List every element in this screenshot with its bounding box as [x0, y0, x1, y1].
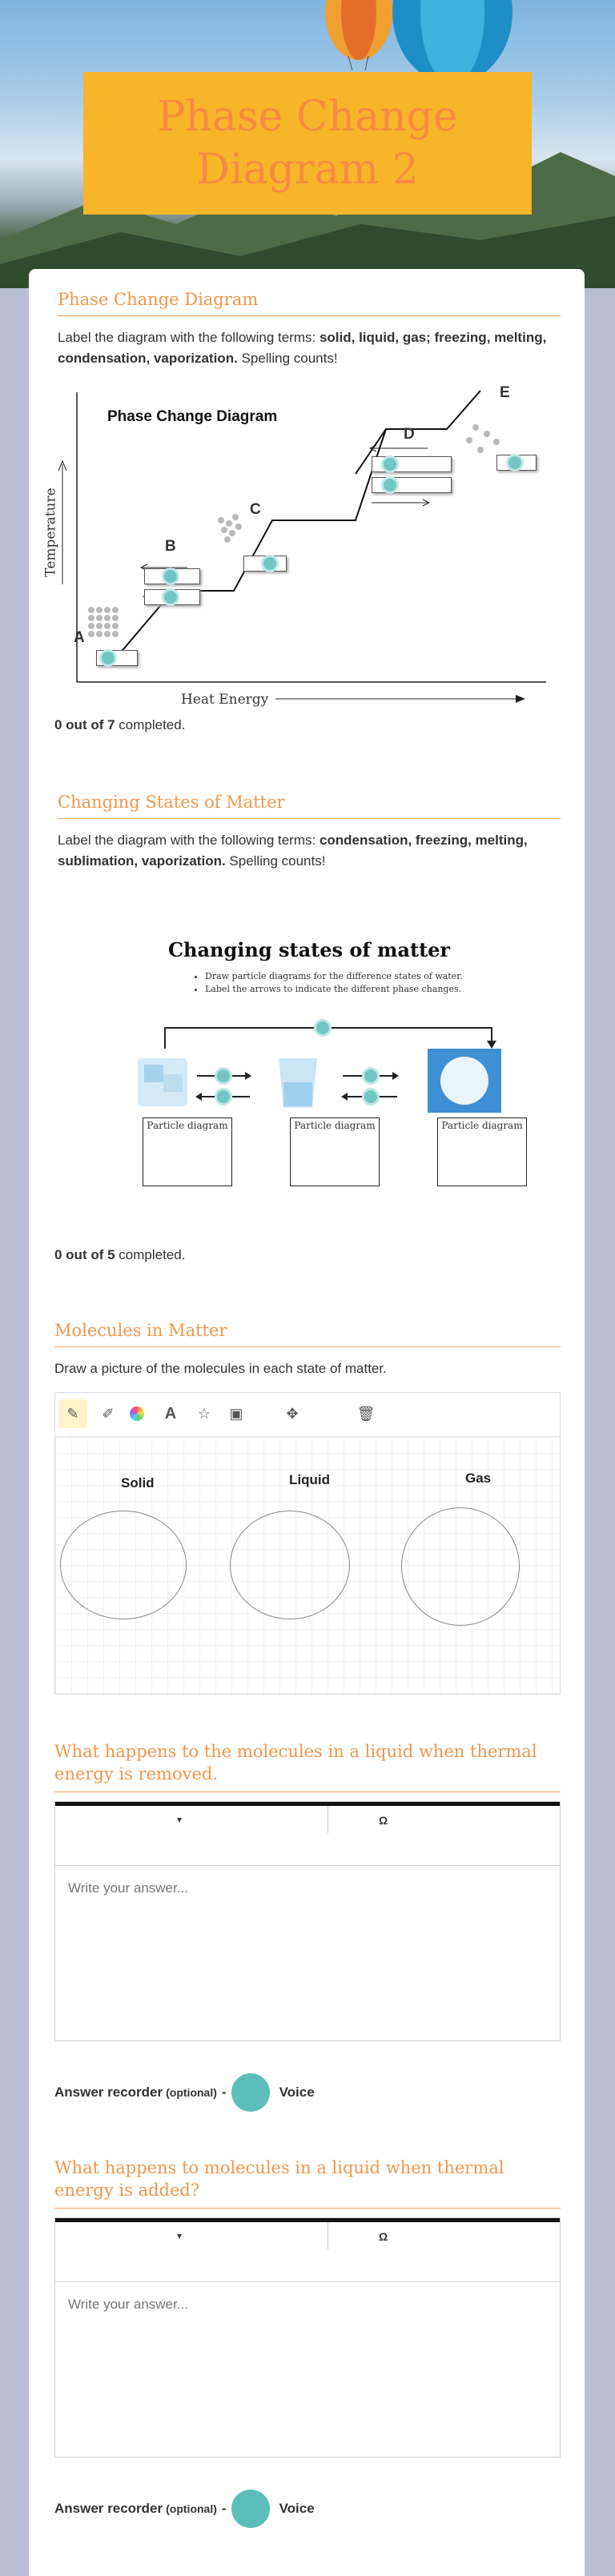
y-axis-label: Temperature	[42, 488, 59, 577]
answer-hotspot[interactable]	[381, 476, 399, 494]
answer-hotspot[interactable]	[506, 454, 524, 471]
particle-box: Particle diagram	[437, 1117, 527, 1186]
bullet-item: • Draw particle diagrams for the difference states of water.	[205, 970, 463, 983]
progress-count: 0 out of 7	[54, 717, 115, 732]
answer-hotspot[interactable]	[362, 1067, 380, 1085]
gas-circle	[401, 1507, 520, 1626]
particle-box: Particle diagram	[290, 1117, 380, 1186]
progress-text	[54, 717, 185, 733]
section-phase-change	[58, 290, 561, 369]
answer-hotspot[interactable]	[99, 649, 117, 667]
diagram-title: Phase Change Diagram	[107, 408, 278, 425]
color-wheel	[130, 1406, 144, 1421]
drawing-canvas[interactable]	[54, 1437, 561, 1695]
answer-recorder	[54, 2490, 315, 2528]
section-instructions: Draw a picture of the molecules in each state of matter.	[54, 1361, 387, 1376]
liquid-label: Liquid	[289, 1472, 330, 1487]
answer-hotspot[interactable]	[215, 1067, 232, 1085]
label-e: E	[500, 384, 510, 401]
question-2	[54, 2157, 561, 2209]
editor-toolbar	[55, 1802, 560, 1866]
states-arrows	[77, 938, 541, 1242]
recorder-optional: (optional)	[166, 2086, 217, 2099]
recorder-label: Answer recorder	[54, 2501, 163, 2516]
gas-label: Gas	[465, 1471, 492, 1486]
page-title: Phase Change Diagram 2	[157, 93, 458, 194]
move-icon[interactable]: ✥	[286, 1405, 299, 1422]
answer-editor	[54, 2217, 561, 2458]
x-axis-label: Heat Energy	[181, 692, 269, 708]
progress-suffix: completed.	[115, 1247, 186, 1262]
voice-label: Voice	[279, 2501, 315, 2516]
voice-label: Voice	[279, 2084, 315, 2100]
pencil-icon[interactable]: ✎	[58, 1399, 87, 1428]
format-dropdown-caret[interactable]: ▾	[177, 1814, 183, 1825]
recorder-dash: -	[221, 2084, 227, 2100]
label-c: C	[250, 501, 261, 518]
instr-text-end: Spelling counts!	[237, 351, 338, 366]
question-title: What happens to molecules in a liquid when thermal energy is added?	[54, 2157, 561, 2209]
instr-terms: solid, liquid, gas; freezing, melting, condensation, vaporization.	[58, 330, 547, 366]
answer-hotspot[interactable]	[314, 1019, 332, 1037]
liquid-circle	[230, 1511, 350, 1619]
record-button[interactable]	[231, 2073, 270, 2112]
section-instructions	[58, 830, 561, 872]
recorder-label: Answer recorder	[54, 2084, 163, 2100]
section-molecules	[54, 1321, 561, 1379]
special-char-icon[interactable]: Ω	[379, 2230, 388, 2243]
worksheet-card	[29, 269, 585, 2576]
drawing-toolbar	[54, 1392, 561, 1437]
states-diagram	[77, 938, 541, 1242]
particle-box: Particle diagram	[143, 1117, 232, 1186]
answer-editor	[54, 1801, 561, 2041]
title-banner	[83, 72, 532, 215]
answer-hotspot[interactable]	[162, 568, 179, 585]
answer-hotspot[interactable]	[381, 455, 399, 473]
color-picker-icon[interactable]	[123, 1399, 151, 1428]
section-title: Phase Change Diagram	[58, 290, 561, 316]
label-d: D	[404, 426, 415, 443]
section-title: Molecules in Matter	[54, 1321, 561, 1347]
section-changing-states	[58, 792, 561, 872]
trash-icon[interactable]: 🗑	[356, 1405, 376, 1422]
progress-text	[54, 1247, 185, 1263]
image-icon[interactable]: ▣	[229, 1405, 243, 1422]
text-tool-icon[interactable]: A	[164, 1404, 177, 1422]
instr-terms: condensation, freezing, melting, sublimation, vaporization.	[58, 833, 528, 869]
marker-icon[interactable]: ✐	[102, 1405, 115, 1422]
instr-text: Label the diagram with the following terms:	[58, 330, 320, 345]
solid-circle	[60, 1511, 187, 1619]
star-icon[interactable]: ☆	[197, 1405, 211, 1422]
phase-change-diagram	[42, 384, 554, 712]
answer-hotspot[interactable]	[162, 588, 179, 606]
section-title: Changing States of Matter	[58, 792, 561, 819]
special-char-icon[interactable]: Ω	[379, 1814, 388, 1827]
format-dropdown-caret[interactable]: ▾	[177, 2230, 183, 2241]
states-diagram-title: Changing states of matter	[167, 938, 451, 961]
recorder-dash: -	[221, 2501, 227, 2516]
answer-hotspot[interactable]	[261, 555, 279, 572]
progress-count: 0 out of 5	[54, 1247, 115, 1262]
label-b: B	[165, 538, 176, 555]
label-a: A	[74, 629, 85, 646]
question-1	[54, 1740, 561, 1792]
instr-text-end: Spelling counts!	[225, 853, 326, 869]
answer-hotspot[interactable]	[362, 1088, 380, 1105]
answer-textarea[interactable]	[55, 2282, 560, 2450]
header-background	[0, 0, 615, 288]
progress-suffix: completed.	[115, 717, 186, 732]
answer-hotspot[interactable]	[215, 1088, 232, 1105]
record-button[interactable]	[231, 2490, 270, 2528]
bullet-item: • Label the arrows to indicate the different phase changes.	[205, 983, 463, 996]
answer-recorder	[54, 2073, 315, 2112]
question-title: What happens to the molecules in a liquid when thermal energy is removed.	[54, 1740, 561, 1792]
section-instructions	[58, 327, 561, 369]
solid-label: Solid	[121, 1475, 155, 1491]
editor-toolbar	[55, 2218, 560, 2282]
recorder-optional: (optional)	[166, 2502, 217, 2515]
instr-text: Label the diagram with the following terms:	[58, 833, 320, 848]
answer-textarea[interactable]	[55, 1866, 560, 2034]
